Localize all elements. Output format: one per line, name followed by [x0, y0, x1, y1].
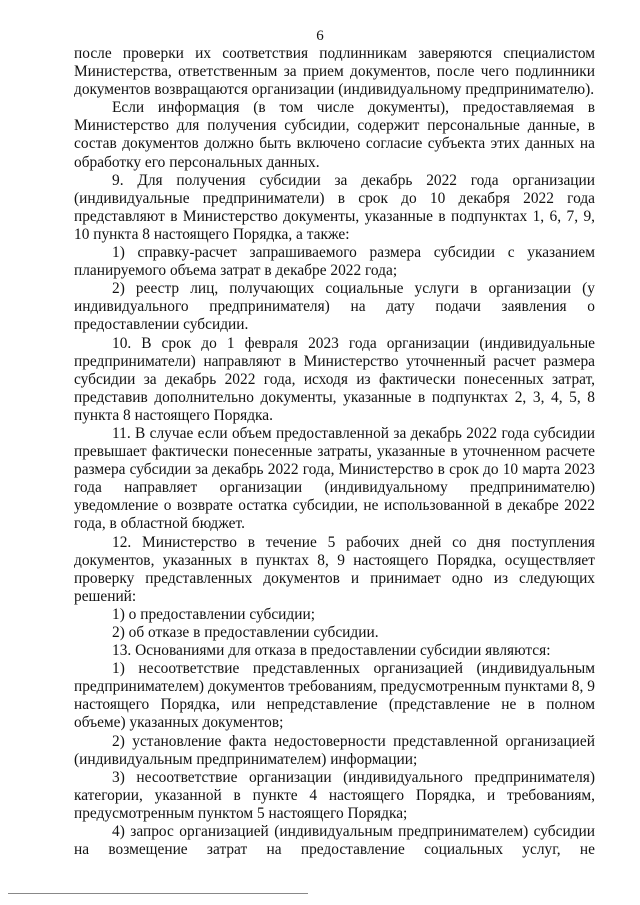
page-number: 6	[316, 28, 324, 44]
paragraph: 4) запрос организацией (индивидуальным предпринимателем) субсидии на возмещение затрат на предоставление социальных услуг, не	[74, 823, 595, 859]
paragraph: 2) реестр лиц, получающих социальные услуги в организации (у индивидуального предпринимателя) на дату подачи заявления о предоставлении субсидии.	[74, 280, 595, 334]
paragraph: Если информация (в том числе документы), предоставляемая в Министерство для получения субсидии, содержит персональные данные, в состав документов должно быть включено согласие субъекта этих данных на обработку его персональных данных.	[74, 99, 595, 171]
paragraph: 3) несоответствие организации (индивидуального предпринимателя) категории, указанной в пункте 4 настоящего Порядка, и требованиям, предусмотренным пунктом 5 настоящего Порядка;	[74, 768, 595, 822]
paragraph: 11. В случае если объем предоставленной за декабрь 2022 года субсидии превышает фактически понесенные затраты, указанные в уточненном расчете размера субсидии за декабрь 2022 года, Министерство в срок до 10 марта 2023 года направляет организации (индивидуальному предпринимателю) уведомление о возврате остатка субсидии, не использованной в декабре 2022 года, в областной бюджет.	[74, 424, 595, 533]
document-body	[74, 45, 595, 859]
paragraph: после проверки их соответствия подлинникам заверяются специалистом Министерства, ответственным за прием документов, после чего подлинники документов возвращаются организации (индивидуальному предпринимателю).	[74, 45, 595, 99]
paragraph: 9. Для получения субсидии за декабрь 2022 года организации (индивидуальные предприниматели) в срок до 10 декабря 2022 года представляют в Министерство документы, указанные в подпунктах 1, 6, 7, 9, 10 пункта 8 настоящего Порядка, а также:	[74, 171, 595, 243]
paragraph: 2) об отказе в предоставлении субсидии.	[112, 624, 379, 641]
paragraph: 1) справку-расчет запрашиваемого размера субсидии с указанием планируемого объема затрат в декабре 2022 года;	[74, 244, 595, 280]
paragraph: 13. Основаниями для отказа в предоставлении субсидии являются:	[112, 642, 551, 660]
footer-rule	[8, 893, 308, 894]
paragraph: 10. В срок до 1 февраля 2023 года организации (индивидуальные предприниматели) направляют в Министерство уточненный расчет размера субсидии за декабрь 2022 года, исходя из фактически понесенных затрат, представив дополнительно документы, указанные в подпунктах 2, 3, 4, 5, 8 пункта 8 настоящего Порядка.	[74, 334, 595, 424]
paragraph: 12. Министерство в течение 5 рабочих дней со дня поступления документов, указанных в пунктах 8, 9 настоящего Порядка, осуществляет проверку представленных документов и принимает одно из следующих решений:	[74, 533, 595, 605]
paragraph: 1) о предоставлении субсидии;	[112, 605, 315, 623]
paragraph: 2) установление факта недостоверности представленной организацией (индивидуальным предпринимателем) информации;	[74, 732, 595, 768]
paragraph: 1) несоответствие представленных организацией (индивидуальным предпринимателем) документов требованиям, предусмотренным пунктами 8, 9 настоящего Порядка, или непредставление (представление не в полном объеме) указанных документов;	[74, 660, 595, 732]
